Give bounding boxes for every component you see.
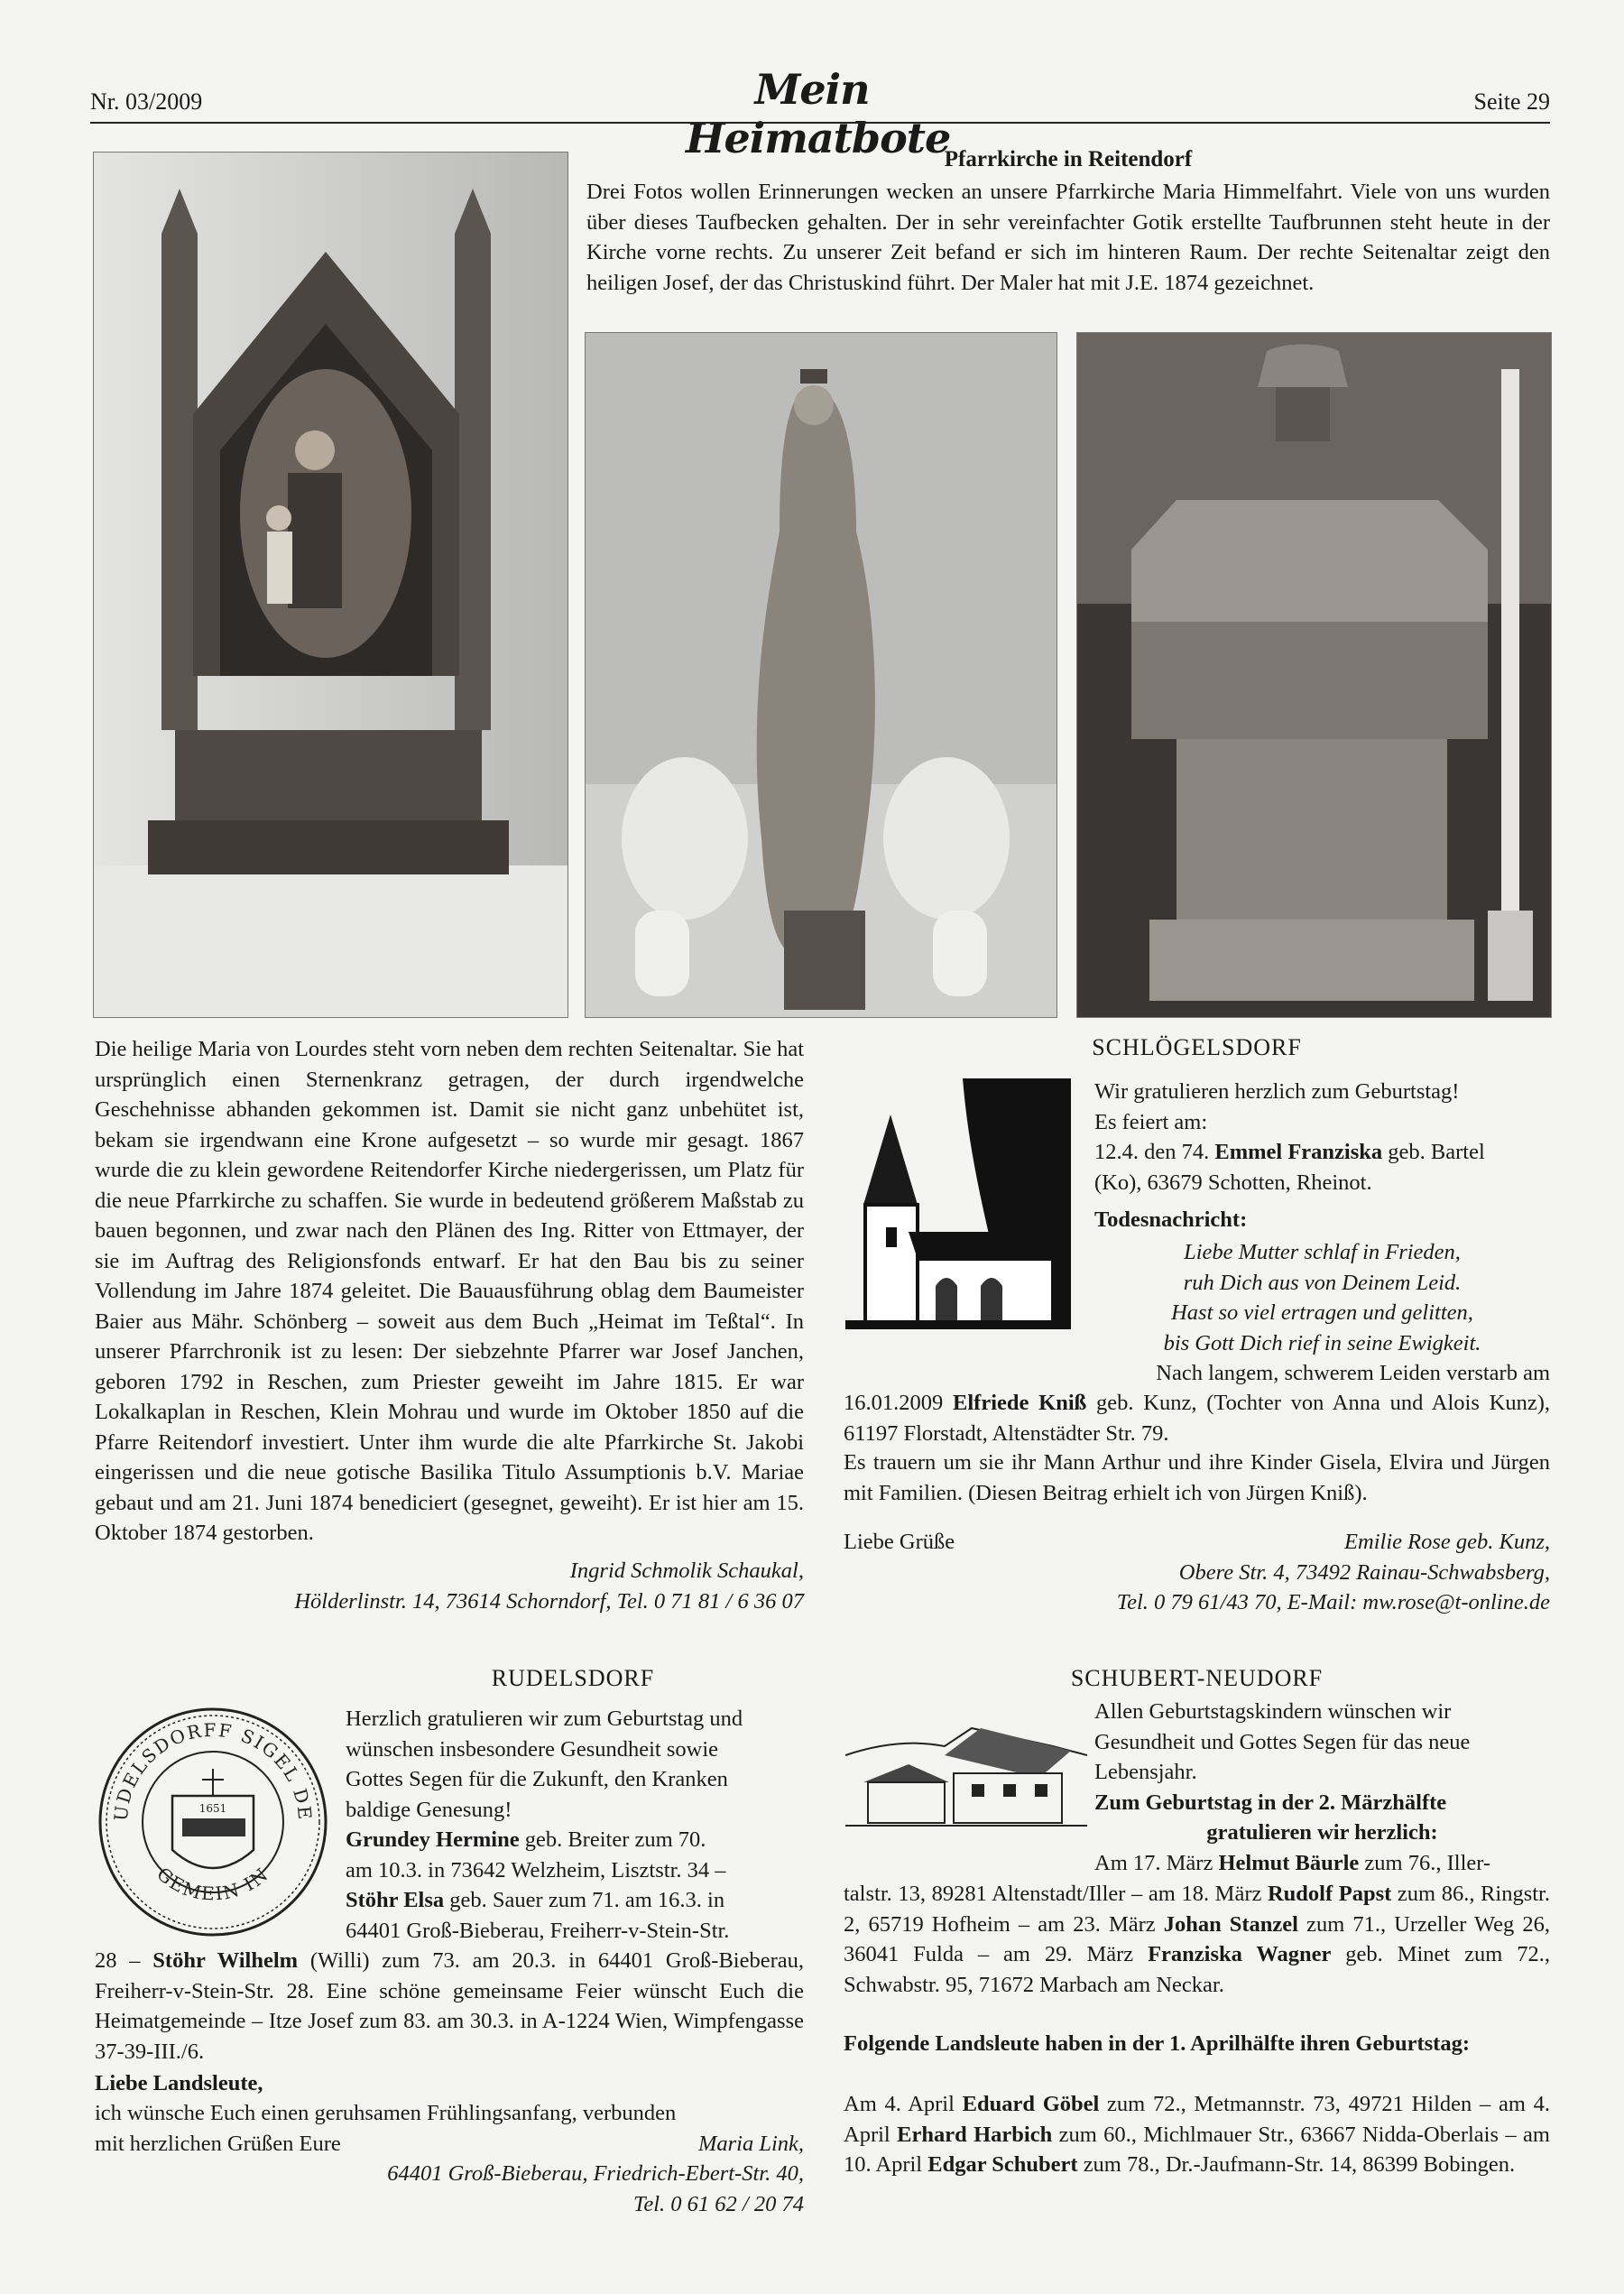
birthday-name: Helmut Bäurle bbox=[1218, 1850, 1360, 1875]
closing-line: mit herzlichen Grüßen Eure bbox=[95, 2131, 341, 2156]
church-intro: Drei Fotos wollen Erinnerungen wecken an unsere Pfarrkirche Maria Himmelfahrt. Viele von uns wurden über dieses Taufbecken gehalten. Der in sehr vereinfachter Gotik erstellte Taufbrunnen steht heute in der Kirche vorne rechts. Zu unserer Zeit befand er sich im hinteren Raum. Der rechte Seitenaltar zeigt den heiligen Josef, der das Christuskind führt. Der Maler hat mit J.E. 1874 gezeichnet. bbox=[586, 180, 1550, 295]
church-address: Hölderlinstr. 14, 73614 Schorndorf, Tel. 0 71 81 / 6 36 07 bbox=[294, 1589, 804, 1614]
signature-contact: Tel. 0 79 61/43 70, E-Mail: mw.rose@t-online.de bbox=[1116, 1590, 1550, 1614]
birthday-name: Edgar Schubert bbox=[927, 2152, 1078, 2177]
landsleute-heading: Liebe Landsleute, bbox=[95, 2071, 263, 2095]
schloegelsdorf-signature bbox=[844, 1527, 1550, 1618]
birthday-name: Emmel Franziska bbox=[1214, 1140, 1383, 1164]
schloegelsdorf-birthday-entry bbox=[1094, 1137, 1550, 1168]
maria-statue-photo bbox=[585, 332, 1057, 1018]
birthday-detail: (Willi) zum 73. am 20.3. in 64401 Groß-Bieberau, Freiherr-v-Stein-Str. 28. Eine schöne gemeinsame Feier wünscht Euch die Heimatgemeinde – Itze Josef zum 83. am 30.3. in A-1224 Wien, Wimpfengasse 37-39-III./6. bbox=[95, 1948, 804, 2064]
schloegelsdorf-birthday-address: (Ko), 63679 Schotten, Rheinot. bbox=[1094, 1170, 1372, 1195]
birthday-detail: zum 71., Urzeller Weg 26, 36041 Fulda – am 29. März bbox=[844, 1911, 1550, 1966]
rudelsdorf-line: Gottes Segen für die Zukunft, den Kranken bbox=[346, 1767, 728, 1791]
schubert-line: Allen Geburtstagskindern wünschen wir bbox=[1094, 1699, 1452, 1724]
birthday-detail: zum 78., Dr.-Jaufmann-Str. 14, 86399 Bobingen. bbox=[1077, 2152, 1516, 2177]
schubert-line: Gesundheit und Gottes Segen für das neue bbox=[1094, 1729, 1471, 1754]
deceased-details: geb. Kunz, (Tochter von Anna und Alois Kunz), 61197 Florstadt, Altenstädter Str. 79. bbox=[844, 1391, 1550, 1446]
poem-line: ruh Dich aus von Deinem Leid. bbox=[1183, 1270, 1462, 1295]
greeting: Liebe Grüße bbox=[844, 1530, 955, 1554]
rudelsdorf-line: wünschen insbesondere Gesundheit sowie bbox=[346, 1736, 719, 1762]
death-notice-text bbox=[844, 1388, 1550, 1448]
birthday-detail: Am 4. April bbox=[844, 2092, 963, 2116]
rudelsdorf-heading: RUDELSDORF bbox=[491, 1665, 655, 1691]
birthday-name: Franziska Wagner bbox=[1148, 1942, 1332, 1966]
death-date: 16.01.2009 bbox=[844, 1391, 954, 1415]
signature-name: Emilie Rose geb. Kunz, bbox=[1344, 1530, 1550, 1554]
mourners-text: Es trauern um sie ihr Mann Arthur und ihre Kinder Gisela, Elvira und Jürgen mit Familien. (Diesen Beitrag erhielt ich von Jürgen Knіß). bbox=[844, 1450, 1550, 1505]
signature-address: Obere Str. 4, 73492 Rainau-Schwabsberg, bbox=[1178, 1559, 1550, 1585]
poem-line: bis Gott Dich rief in seine Ewigkeit. bbox=[1163, 1330, 1481, 1355]
schubert-april-list bbox=[844, 2089, 1550, 2180]
signature-name: Maria Link, bbox=[697, 2131, 804, 2156]
baptismal-font-photo bbox=[1076, 332, 1552, 1018]
closing-line: ich wünsche Euch einen geruhsamen Frühlingsanfang, verbunden bbox=[95, 2101, 677, 2125]
birthday-detail: 64401 Groß-Bieberau, Freiherr-v-Stein-Str. bbox=[346, 1918, 730, 1943]
birthday-detail: zum 72., Metmannstr. 73, 49721 Hilden – am 4. April bbox=[844, 2092, 1550, 2147]
death-notice-heading: Todesnachricht: bbox=[1094, 1207, 1248, 1232]
birthday-detail: geb. Sauer zum 71. am 16.3. in bbox=[444, 1888, 725, 1912]
seal-text-top: UDELSDORFF SIGEL DE bbox=[109, 1718, 317, 1822]
birthday-name: Stöhr Wilhelm bbox=[152, 1948, 299, 1973]
birthday-name: Johan Stanzel bbox=[1163, 1911, 1298, 1937]
schloegelsdorf-congrats: Wir gratulieren herzlich zum Geburtstag! bbox=[1094, 1079, 1460, 1104]
poem-line: Hast so viel ertragen und gelitten, bbox=[1171, 1300, 1473, 1325]
birthday-detail: 28 – bbox=[95, 1948, 153, 1973]
birthday-detail: zum 86., Ringstr. 2, 65719 Hofheim – am 23. März bbox=[844, 1882, 1550, 1937]
schubert-subheading: gratulieren wir herzlich: bbox=[1206, 1820, 1438, 1845]
signature-address: 64401 Groß-Bieberau, Friedrich-Ebert-Str. 40, bbox=[387, 2161, 804, 2186]
rudelsdorf-continuation bbox=[95, 1946, 804, 2067]
seal-text-bottom: GEMEIN IN bbox=[152, 1863, 273, 1905]
memorial-poem bbox=[1094, 1237, 1550, 1358]
birthday-date: 12.4. den 74. bbox=[1094, 1140, 1215, 1164]
rudelsdorf-line: Herzlich gratulieren wir zum Geburtstag und bbox=[346, 1707, 743, 1731]
rudelsdorf-closing bbox=[95, 2098, 804, 2219]
side-altar-photo bbox=[93, 152, 568, 1018]
birthday-detail: zum 76., Iller- bbox=[1359, 1850, 1491, 1875]
april-heading: Folgende Landsleute haben in der 1. Aprilhälfte ihren Geburtstag: bbox=[844, 2031, 1470, 2056]
seal-year: 1651 bbox=[198, 1802, 227, 1815]
issue-number: Nr. 03/2009 bbox=[90, 88, 203, 115]
birthday-detail: geb. Minet zum 72., Schwabstr. 95, 71672 Marbach am Neckar. bbox=[844, 1942, 1550, 1997]
poem-line: Liebe Mutter schlaf in Frieden, bbox=[1184, 1240, 1461, 1264]
birthday-detail: Am 17. März bbox=[1094, 1850, 1219, 1875]
schubert-march-list bbox=[844, 1879, 1550, 2000]
schubert-subheading: Zum Geburtstag in der 2. Märzhälfte bbox=[1094, 1790, 1447, 1815]
schubert-neudorf-heading: SCHUBERT-NEUDORF bbox=[1070, 1665, 1324, 1691]
birthday-name: Grundey Hermine bbox=[346, 1827, 520, 1852]
birthday-detail: zum 60., Michlmauer Str., 63667 Nidda-Oberlais – am 10. April bbox=[844, 2122, 1550, 2177]
masthead-title: Mein Heimatbote bbox=[686, 65, 951, 162]
birthday-detail: am 10.3. in 73642 Welzheim, Lisztstr. 34 – bbox=[346, 1857, 726, 1882]
birthday-detail: geb. Breiter zum 70. bbox=[519, 1827, 706, 1852]
church-drawing-image bbox=[845, 1078, 1071, 1329]
church-author: Ingrid Schmolik Schaukal, bbox=[569, 1559, 804, 1583]
deceased-name: Elfriede Knіß bbox=[953, 1391, 1087, 1415]
schloegelsdorf-heading: SCHLÖGELSDORF bbox=[1092, 1034, 1302, 1060]
page-number: Seite 29 bbox=[1473, 88, 1550, 115]
church-heading: Pfarrkirche in Reitendorf bbox=[944, 147, 1193, 171]
birthday-name: Eduard Göbel bbox=[962, 2092, 1100, 2116]
birthday-name: Rudolf Papst bbox=[1267, 1882, 1392, 1906]
schubert-line: Lebensjahr. bbox=[1094, 1760, 1197, 1784]
schloegelsdorf-date-intro: Es feiert am: bbox=[1094, 1109, 1208, 1134]
birthday-name: Erhard Harbich bbox=[897, 2122, 1053, 2147]
rudelsdorf-line: baldige Genesung! bbox=[346, 1797, 512, 1822]
header-rule bbox=[90, 122, 1550, 124]
village-drawing-image bbox=[845, 1719, 1087, 1836]
birthday-name: Stöhr Elsa bbox=[346, 1888, 445, 1912]
church-body: Die heilige Maria von Lourdes steht vorn neben dem rechten Seitenaltar. Sie hat ursprünglich einen Sternenkranz getragen, der durch irgendwelche Geschehnisse abhanden gekommen ist. Damit sie nicht ganz unbehütet ist, bekam sie irgendwann eine Krone aufgesetzt – so wurde mir gesagt. 1867 wurde die zu klein gewordene Reitendorfer Kirche niedergerissen, um Platz für die neue Pfarrkirche zu schaffen. Sie wurde in bedeutend größerem Maßstab zu bauen begonnen, und zwar nach den Plänen des Ing. Ritter von Ettmayer, der sie im Auftrag des Religionsfonds entwarf. Er hat den Bau bis zu seiner Vollendung im Jahre 1874 geleitet. Die Bauausführung oblag dem Baumeister Baier aus Mähr. Schönberg – soweit aus dem Buch „Heimat im Teßtal“. In unserer Pfarrchronik ist zu lesen: Der siebzehnte Pfarrer war Josef Janchen, geboren 1792 in Reschen, zum Priester geweiht im Jahre 1815. Er war Lokalkaplan in Reschen, Klein Mohrau und wurde im Oktober 1850 auf die Pfarre Reitendorf investiert. Unter ihm wurde die alte Pfarrkirche St. Jakobi eingerissen und die neue gotische Basilika Titulo Assumptionis b.V. Mariae gebaut und am 21. Juni 1874 benediciert (gesegnet, geweiht). Er ist hier am 15. Oktober 1874 gestorben. bbox=[95, 1037, 804, 1545]
birthday-detail: talstr. 13, 89281 Altenstadt/Iller – am 18. März bbox=[844, 1882, 1268, 1906]
signature-contact: Tel. 0 61 62 / 20 74 bbox=[633, 2191, 804, 2216]
rudelsdorf-seal-image bbox=[97, 1706, 329, 1938]
birthday-maiden: geb. Bartel bbox=[1382, 1140, 1485, 1164]
death-notice-line1: Nach langem, schwerem Leiden verstarb am bbox=[1156, 1361, 1550, 1385]
